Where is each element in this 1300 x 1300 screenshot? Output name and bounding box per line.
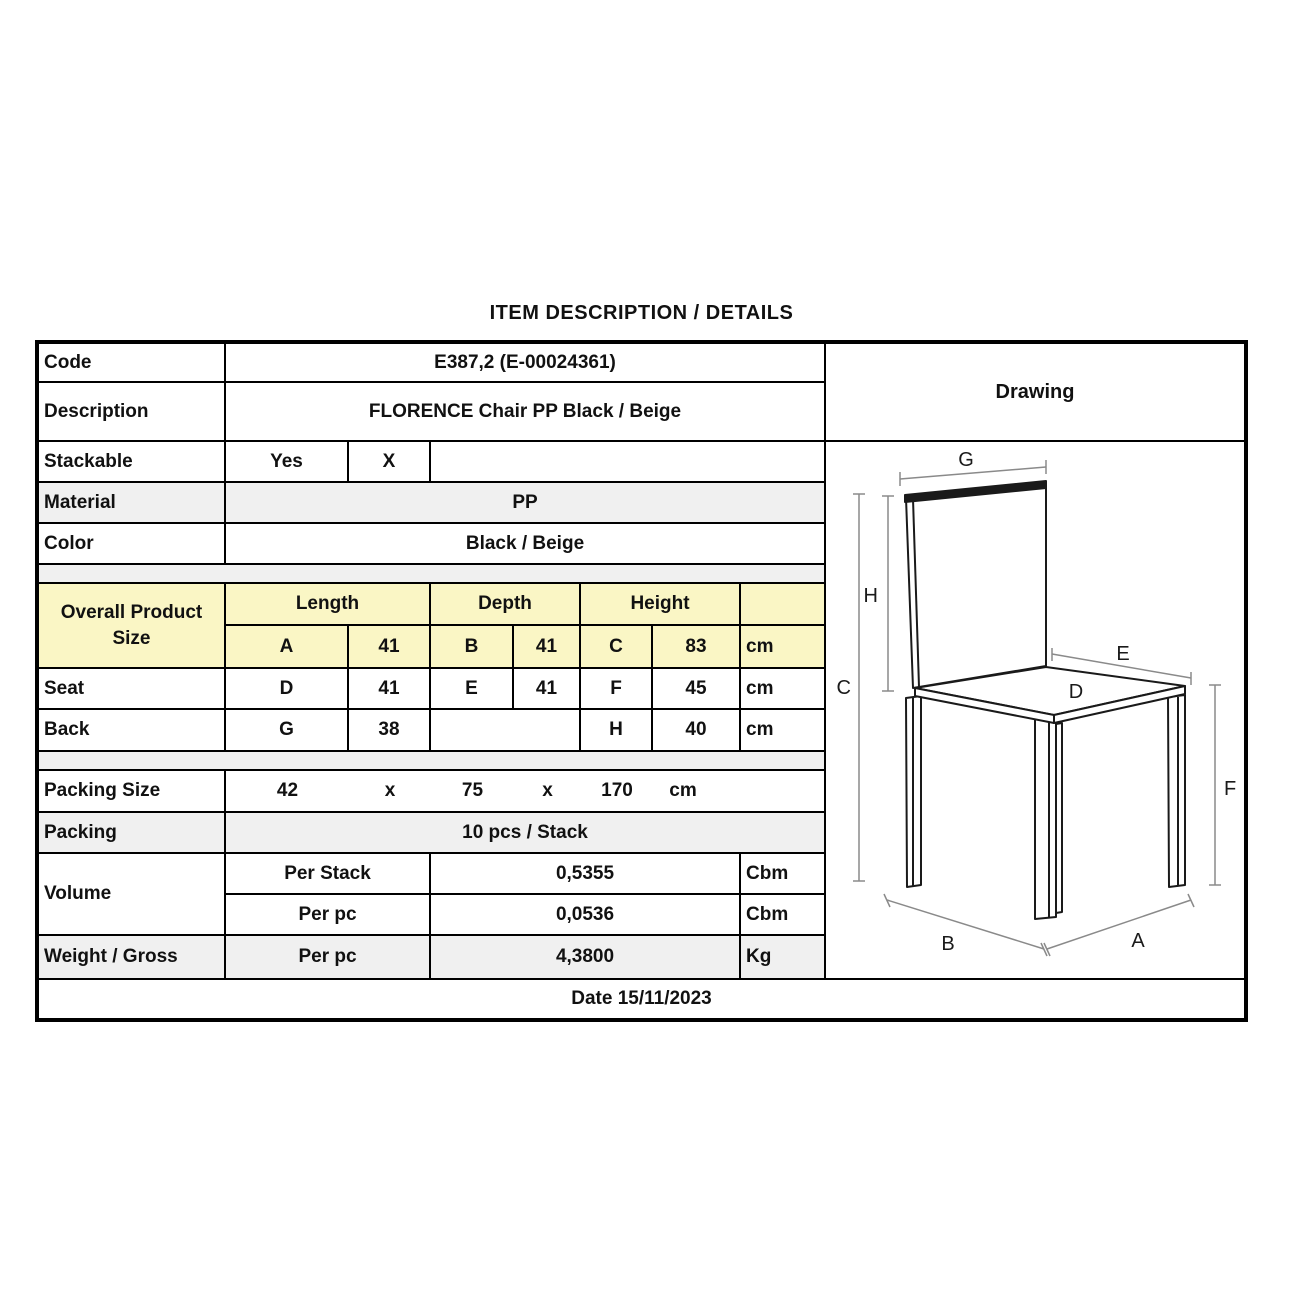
weight-row — [39, 936, 824, 978]
packing-row — [39, 813, 824, 854]
item-description-table — [35, 340, 1248, 1022]
overall-size-label-line1: Overall Product — [60, 601, 203, 623]
dim-label-e: E — [1116, 643, 1130, 665]
section-spacer — [39, 752, 824, 771]
dim-letter-a: A — [226, 626, 349, 667]
dim-value-f: 45 — [653, 669, 741, 708]
volume-band — [39, 854, 824, 936]
back-empty-cell — [431, 710, 581, 750]
dim-value-e: 41 — [514, 669, 581, 708]
drawing-area — [826, 442, 1244, 978]
dim-label-d: D — [1068, 681, 1084, 703]
packing-size-h: 170 — [601, 780, 633, 801]
code-label: Code — [39, 344, 226, 381]
packing-size-unit: cm — [669, 780, 697, 801]
details-section — [39, 344, 824, 978]
packing-size-x2: x — [542, 780, 553, 801]
overall-size-label — [39, 584, 226, 667]
seat-row — [39, 669, 824, 710]
dim-label-b: B — [941, 933, 955, 955]
overall-size-band — [39, 584, 824, 669]
dim-letter-c: C — [581, 626, 653, 667]
volume-label: Volume — [39, 854, 226, 934]
dim-value-a: 41 — [349, 626, 431, 667]
date-row — [39, 978, 1244, 1018]
overall-size-label-line2: Size — [112, 627, 151, 649]
dim-letter-d: D — [226, 669, 349, 708]
dim-label-f: F — [1224, 778, 1237, 800]
color-row — [39, 524, 824, 565]
dim-label-c: C — [836, 677, 851, 699]
packing-value: 10 pcs / Stack — [462, 821, 588, 843]
dim-letter-g: G — [226, 710, 349, 750]
volume-per-pc-unit: Cbm — [746, 903, 789, 925]
material-row — [39, 483, 824, 524]
packing-size-row — [39, 771, 824, 813]
code-value: E387,2 (E-00024361) — [434, 351, 616, 373]
stackable-label: Stackable — [39, 442, 226, 481]
description-row — [39, 383, 824, 442]
header-height: Height — [581, 584, 741, 624]
back-unit: cm — [746, 719, 774, 740]
packing-label: Packing — [39, 813, 226, 852]
stackable-value: Yes — [226, 442, 349, 481]
stackable-mark: X — [349, 442, 431, 481]
description-label: Description — [39, 383, 226, 440]
volume-per-pc-row — [226, 895, 824, 934]
volume-per-pc-name: Per pc — [226, 895, 431, 934]
description-value: FLORENCE Chair PP Black / Beige — [368, 400, 682, 422]
stackable-empty-cell — [431, 442, 824, 481]
dim-letter-b: B — [431, 626, 514, 667]
dim-letter-e: E — [431, 669, 514, 708]
dim-value-b: 41 — [514, 626, 581, 667]
date-value: Date 15/11/2023 — [571, 988, 712, 1009]
dim-value-d: 41 — [349, 669, 431, 708]
weight-name: Per pc — [226, 936, 431, 978]
dim-label-g: G — [958, 449, 974, 471]
volume-per-stack-row — [226, 854, 824, 895]
drawing-title: Drawing — [826, 344, 1244, 442]
volume-per-stack-unit: Cbm — [746, 862, 789, 884]
weight-label: Weight / Gross — [39, 936, 226, 978]
seat-unit: cm — [746, 677, 774, 699]
drawing-section — [824, 344, 1244, 978]
dim-label-h: H — [863, 585, 878, 607]
code-row — [39, 344, 824, 383]
chair-backrest — [905, 481, 1046, 688]
dimension-header-row — [226, 584, 824, 626]
header-depth: Depth — [431, 584, 581, 624]
stackable-row — [39, 442, 824, 483]
back-label: Back — [39, 710, 226, 750]
weight-value: 4,3800 — [431, 936, 741, 978]
volume-per-stack-value: 0,5355 — [431, 854, 741, 893]
dim-letter-h: H — [581, 710, 653, 750]
chair-legs — [906, 695, 1185, 919]
material-value: PP — [512, 491, 538, 513]
header-length: Length — [226, 584, 431, 624]
dim-value-h: 40 — [653, 710, 741, 750]
weight-unit: Kg — [746, 946, 772, 967]
dim-value-c: 83 — [653, 626, 741, 667]
volume-per-pc-value: 0,0536 — [431, 895, 741, 934]
chair-drawing — [826, 442, 1244, 978]
page-title: ITEM DESCRIPTION / DETAILS — [489, 302, 794, 324]
overall-values-row — [226, 626, 824, 667]
packing-size-values — [226, 771, 824, 811]
overall-unit: cm — [746, 635, 774, 657]
material-label: Material — [39, 483, 226, 522]
dim-value-g: 38 — [349, 710, 431, 750]
packing-size-label: Packing Size — [39, 771, 226, 811]
color-value: Black / Beige — [465, 532, 585, 554]
section-spacer — [39, 565, 824, 584]
header-unit-empty — [741, 584, 824, 624]
color-label: Color — [39, 524, 226, 563]
back-row — [39, 710, 824, 752]
volume-per-stack-name: Per Stack — [226, 854, 431, 893]
packing-size-x1: x — [384, 780, 396, 801]
dim-letter-f: F — [581, 669, 653, 708]
packing-size-d: 75 — [461, 780, 484, 801]
packing-size-w: 42 — [276, 780, 299, 801]
dim-label-a: A — [1131, 930, 1145, 952]
seat-label: Seat — [39, 669, 226, 708]
